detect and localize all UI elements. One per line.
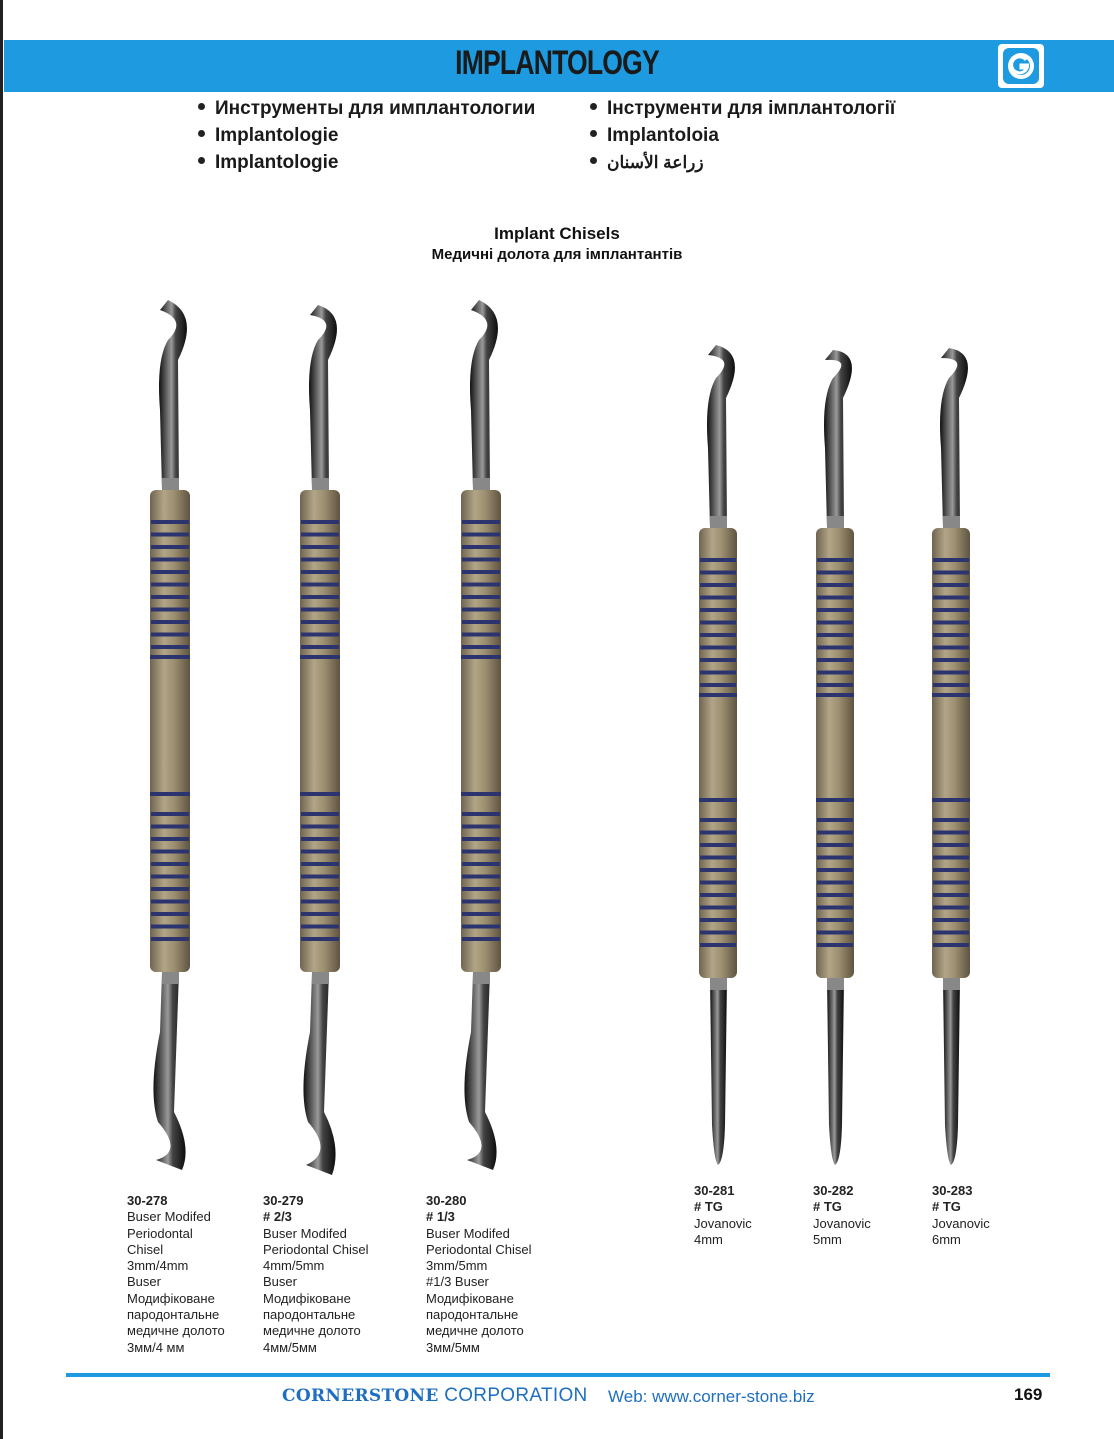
instrument-grip-ring — [462, 812, 500, 816]
product-caption-30-278 — [127, 1193, 225, 1356]
instrument-grip-ring — [462, 900, 500, 904]
instrument-band — [150, 792, 190, 796]
product-line: #1/3 Buser — [426, 1274, 489, 1290]
instrument-image-2 — [250, 305, 390, 1180]
product-line: 4mm — [694, 1231, 723, 1247]
instrument-grip-ring — [817, 633, 853, 637]
instrument-upper-tip — [309, 305, 337, 490]
instrument-band — [932, 693, 970, 697]
instrument-grip-ring — [151, 570, 189, 574]
instrument-grip-ring — [700, 633, 736, 637]
language-item: زراعة الأسنان — [590, 150, 895, 177]
instrument-band — [699, 693, 737, 697]
instrument-grip-ring — [933, 843, 969, 847]
instrument-grip-ring — [933, 596, 969, 600]
product-line: Periodontal — [127, 1225, 193, 1241]
instrument-grip-ring — [301, 900, 339, 904]
instrument-grip-ring — [462, 633, 500, 637]
instrument-ferrule — [312, 478, 329, 490]
instrument-grip-ring — [817, 868, 853, 872]
instrument-grip-ring — [700, 943, 736, 947]
product-line: Periodontal Chisel — [426, 1241, 532, 1257]
bullet-icon — [198, 130, 205, 137]
instrument-grip-ring — [151, 812, 189, 816]
instrument-grip-ring — [301, 545, 339, 549]
instrument-grip-ring — [817, 931, 853, 935]
product-size: # 1/3 — [426, 1209, 455, 1225]
product-code: 30-282 — [813, 1183, 854, 1198]
product-line: Модифіковане — [426, 1290, 514, 1306]
instrument-grip-ring — [301, 837, 339, 841]
product-size: # TG — [932, 1199, 961, 1215]
instrument-band — [150, 655, 190, 659]
instrument-grip-ring — [700, 558, 736, 562]
instrument-grip-ring — [151, 825, 189, 829]
language-list-right — [590, 96, 895, 177]
instrument-grip-ring — [151, 912, 189, 916]
instrument-grip-ring — [301, 850, 339, 854]
instrument-grip-ring — [151, 875, 189, 879]
product-caption-30-280 — [426, 1193, 532, 1356]
instrument-band — [461, 792, 501, 796]
product-line: Jovanovic — [694, 1215, 752, 1231]
product-size: # TG — [694, 1199, 723, 1215]
product-line: Модифіковане — [127, 1290, 215, 1306]
bullet-icon — [590, 130, 597, 137]
brand-name-bold: CORNERSTONE — [282, 1386, 439, 1406]
product-line: 6mm — [932, 1231, 961, 1247]
product-line: 4мм/5мм — [263, 1339, 317, 1355]
instrument-grip-ring — [301, 862, 339, 866]
instrument-grip-ring — [933, 931, 969, 935]
instrument-grip-ring — [301, 633, 339, 637]
section-subtitle: Медичні долота для імплантантів — [431, 246, 683, 263]
instrument-lower-tip — [464, 972, 496, 1170]
product-code: 30-280 — [426, 1193, 467, 1208]
instrument-grip-ring — [301, 570, 339, 574]
instrument-grip-ring — [933, 943, 969, 947]
instrument-grip-ring — [933, 831, 969, 835]
instrument-grip-ring — [151, 558, 189, 562]
instrument-grip-ring — [151, 925, 189, 929]
instrument-grip-ring — [151, 645, 189, 649]
instrument-grip-ring — [933, 881, 969, 885]
instrument-grip-ring — [817, 943, 853, 947]
product-line: Buser — [127, 1274, 161, 1290]
product-size: # 2/3 — [263, 1209, 292, 1225]
instrument-grip-ring — [700, 818, 736, 822]
product-line: Buser — [263, 1274, 297, 1290]
product-code: 30-278 — [127, 1193, 168, 1208]
instrument-grip-ring — [933, 906, 969, 910]
instrument-lower-tip — [827, 978, 844, 1165]
instrument-grip-ring — [700, 906, 736, 910]
instrument-grip-ring — [301, 583, 339, 587]
instrument-grip-ring — [151, 633, 189, 637]
instrument-grip-ring — [700, 831, 736, 835]
instrument-grip-ring — [933, 658, 969, 662]
instrument-upper-tip — [707, 345, 735, 528]
product-caption-30-279 — [263, 1193, 369, 1356]
instrument-ferrule — [943, 516, 960, 528]
instrument-upper-tip — [940, 348, 968, 528]
instrument-grip-ring — [301, 912, 339, 916]
instrument-grip-ring — [700, 881, 736, 885]
instrument-grip-ring — [817, 571, 853, 575]
instrument-grip-ring — [301, 645, 339, 649]
instrument-grip-ring — [700, 918, 736, 922]
instrument-grip-ring — [462, 583, 500, 587]
instrument-grip-ring — [817, 608, 853, 612]
page-number: 169 — [1014, 1385, 1043, 1404]
page-title: IMPLANTOLOGY — [455, 44, 659, 82]
instrument-grip-ring — [817, 646, 853, 650]
instrument-grip-ring — [700, 608, 736, 612]
instrument-grip-ring — [462, 837, 500, 841]
instrument-grip-ring — [700, 931, 736, 935]
cornerstone-logo-icon — [998, 44, 1044, 88]
instrument-grip-ring — [700, 893, 736, 897]
instrument-grip-ring — [301, 520, 339, 524]
instrument-grip-ring — [462, 558, 500, 562]
section-title: Implant Chisels — [494, 224, 620, 243]
instrument-grip-ring — [462, 533, 500, 537]
instrument-ferrule — [943, 978, 960, 990]
instrument-grip-ring — [151, 608, 189, 612]
instrument-grip-ring — [933, 856, 969, 860]
instrument-grip-ring — [151, 900, 189, 904]
instrument-upper-tip — [824, 350, 852, 528]
product-line: 3мм/5мм — [426, 1339, 480, 1355]
instrument-grip-ring — [933, 571, 969, 575]
instrument-grip-ring — [933, 621, 969, 625]
instrument-grip-ring — [462, 645, 500, 649]
instrument-grip-ring — [301, 925, 339, 929]
product-size: # TG — [813, 1199, 842, 1215]
instrument-grip-ring — [817, 893, 853, 897]
instrument-grip-ring — [700, 843, 736, 847]
product-line: медичне долото — [426, 1323, 524, 1339]
instrument-grip-ring — [462, 912, 500, 916]
language-item: Інструменти для імплантології — [590, 96, 895, 123]
product-code: 30-279 — [263, 1193, 304, 1208]
language-list-left — [198, 96, 535, 177]
product-code: 30-281 — [694, 1183, 735, 1198]
instrument-grip-ring — [933, 918, 969, 922]
instrument-band — [932, 798, 970, 802]
instrument-grip-ring — [933, 683, 969, 687]
instrument-grip-ring — [700, 646, 736, 650]
instrument-grip-ring — [700, 683, 736, 687]
instrument-lower-tip — [153, 972, 185, 1170]
footer-brand — [282, 1385, 588, 1407]
product-line: 3мм/4 мм — [127, 1339, 185, 1355]
instrument-grip-ring — [700, 583, 736, 587]
instrument-grip-ring — [933, 583, 969, 587]
instrument-grip-ring — [151, 837, 189, 841]
product-line: Jovanovic — [932, 1215, 990, 1231]
footer-divider — [66, 1373, 1050, 1377]
product-caption-30-283 — [932, 1183, 990, 1248]
instrument-grip-ring — [151, 545, 189, 549]
bullet-icon — [590, 157, 597, 164]
instrument-grip-ring — [301, 533, 339, 537]
instrument-grip-ring — [462, 608, 500, 612]
instrument-grip-ring — [933, 671, 969, 675]
instrument-ferrule — [473, 972, 490, 984]
product-line: пародонтальне — [263, 1307, 356, 1323]
instrument-upper-tip — [159, 300, 187, 490]
instrument-grip-ring — [301, 620, 339, 624]
instrument-grip-ring — [462, 850, 500, 854]
instrument-grip-ring — [301, 875, 339, 879]
instrument-grip-ring — [700, 856, 736, 860]
instrument-band — [699, 798, 737, 802]
instrument-grip-ring — [700, 658, 736, 662]
instrument-grip-ring — [817, 831, 853, 835]
instrument-lower-tip — [710, 978, 727, 1165]
instrument-grip-ring — [301, 937, 339, 941]
instrument-grip-ring — [700, 571, 736, 575]
product-line: медичне долото — [263, 1323, 361, 1339]
bullet-icon — [198, 157, 205, 164]
instrument-grip-ring — [933, 633, 969, 637]
instrument-grip-ring — [817, 658, 853, 662]
instrument-grip-ring — [462, 937, 500, 941]
instrument-grip-ring — [700, 621, 736, 625]
bullet-icon — [590, 103, 597, 110]
instrument-grip-ring — [933, 818, 969, 822]
instrument-grip-ring — [817, 881, 853, 885]
instrument-grip-ring — [817, 843, 853, 847]
instrument-band — [300, 792, 340, 796]
instrument-grip-ring — [817, 671, 853, 675]
instrument-grip-ring — [151, 937, 189, 941]
product-line: Buser Modifed — [127, 1209, 211, 1225]
instrument-grip-ring — [462, 825, 500, 829]
instrument-grip-ring — [817, 596, 853, 600]
instrument-ferrule — [473, 478, 490, 490]
instrument-grip-ring — [700, 596, 736, 600]
instrument-grip-ring — [817, 558, 853, 562]
instrument-band — [461, 655, 501, 659]
instrument-grip-ring — [462, 570, 500, 574]
instrument-grip-ring — [462, 520, 500, 524]
instrument-grip-ring — [817, 906, 853, 910]
language-item: Implantologie — [198, 123, 535, 150]
instrument-grip-ring — [817, 856, 853, 860]
brand-name-regular: CORPORATION — [438, 1385, 588, 1406]
instrument-grip-ring — [151, 520, 189, 524]
instrument-grip-ring — [301, 558, 339, 562]
product-line: 4mm/5mm — [263, 1258, 325, 1274]
instrument-grip-ring — [462, 875, 500, 879]
product-line: 5mm — [813, 1231, 842, 1247]
product-caption-30-281 — [694, 1183, 752, 1248]
instrument-image-6 — [881, 348, 1021, 1170]
instrument-grip-ring — [301, 608, 339, 612]
instrument-grip-ring — [933, 608, 969, 612]
product-line: Periodontal Chisel — [263, 1241, 369, 1257]
language-item: Инструменты для имплантологии — [198, 96, 535, 123]
instrument-ferrule — [710, 978, 727, 990]
product-line: Jovanovic — [813, 1215, 871, 1231]
instrument-grip-ring — [462, 595, 500, 599]
product-line: Chisel — [127, 1241, 164, 1257]
instrument-ferrule — [827, 516, 844, 528]
instrument-grip-ring — [151, 533, 189, 537]
page-left-border — [0, 0, 3, 1439]
instrument-ferrule — [312, 972, 329, 984]
instrument-grip-ring — [700, 868, 736, 872]
product-line: Buser Modifed — [426, 1225, 510, 1241]
instrument-grip-ring — [301, 825, 339, 829]
instrument-grip-ring — [462, 545, 500, 549]
instrument-ferrule — [710, 516, 727, 528]
language-item: Implantoloia — [590, 123, 895, 150]
product-code: 30-283 — [932, 1183, 973, 1198]
instrument-grip-ring — [151, 850, 189, 854]
instrument-grip-ring — [462, 620, 500, 624]
instrument-grip-ring — [817, 583, 853, 587]
instrument-ferrule — [162, 478, 179, 490]
product-line: 3mm/5mm — [426, 1258, 488, 1274]
instrument-ferrule — [827, 978, 844, 990]
instrument-grip-ring — [301, 887, 339, 891]
instrument-grip-ring — [151, 583, 189, 587]
instrument-grip-ring — [462, 887, 500, 891]
bullet-icon — [198, 103, 205, 110]
product-line: медичне долото — [127, 1323, 225, 1339]
instrument-grip-ring — [151, 595, 189, 599]
instrument-grip-ring — [151, 887, 189, 891]
product-line: пародонтальне — [127, 1307, 220, 1323]
instrument-band — [300, 655, 340, 659]
instrument-grip-ring — [933, 558, 969, 562]
footer-website: Web: www.corner-stone.biz — [608, 1387, 815, 1406]
instrument-grip-ring — [462, 862, 500, 866]
product-line: Модифіковане — [263, 1290, 351, 1306]
instrument-grip-ring — [933, 868, 969, 872]
product-caption-30-282 — [813, 1183, 871, 1248]
product-line: пародонтальне — [426, 1307, 519, 1323]
instrument-grip-ring — [817, 621, 853, 625]
instrument-grip-ring — [817, 918, 853, 922]
instrument-upper-tip — [470, 300, 498, 490]
instrument-grip-ring — [817, 818, 853, 822]
instrument-lower-tip — [943, 978, 960, 1165]
instrument-grip-ring — [933, 893, 969, 897]
instrument-image-1 — [100, 300, 240, 1175]
instrument-lower-tip — [303, 972, 335, 1175]
product-line: Buser Modifed — [263, 1225, 347, 1241]
instrument-grip-ring — [301, 812, 339, 816]
instrument-band — [816, 693, 854, 697]
instrument-image-3 — [411, 300, 551, 1175]
instrument-grip-ring — [301, 595, 339, 599]
instrument-grip-ring — [151, 620, 189, 624]
instrument-grip-ring — [933, 646, 969, 650]
language-item: Implantologie — [198, 150, 535, 177]
instrument-band — [816, 798, 854, 802]
instrument-ferrule — [162, 972, 179, 984]
instrument-grip-ring — [817, 683, 853, 687]
instrument-grip-ring — [700, 671, 736, 675]
product-line: 3mm/4mm — [127, 1258, 189, 1274]
instrument-grip-ring — [462, 925, 500, 929]
instrument-grip-ring — [151, 862, 189, 866]
